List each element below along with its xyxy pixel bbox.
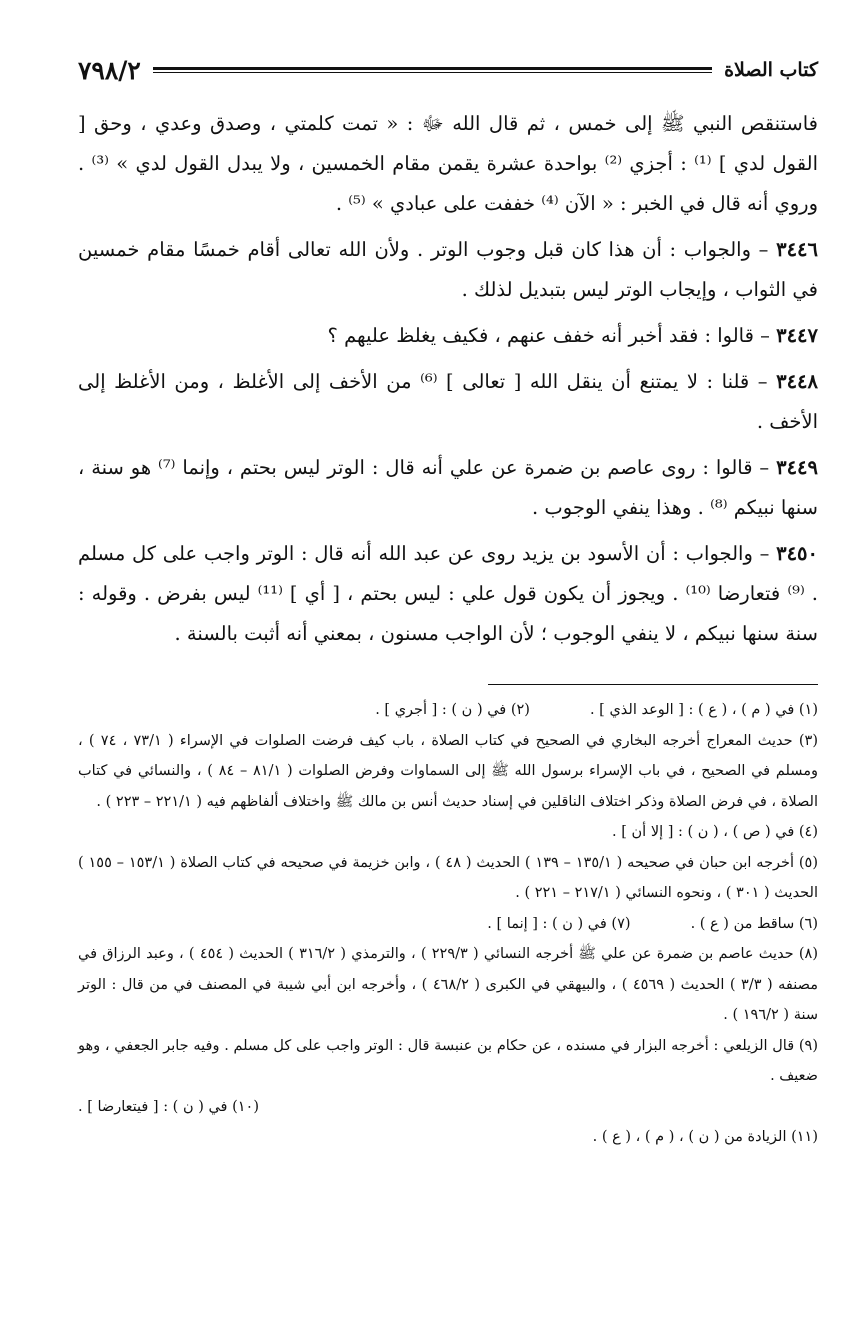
footnote-row: [78, 909, 818, 940]
footnote-11: (١١) الزيادة من ( ن ) ، ( م ) ، ( ع ) .: [592, 1129, 818, 1145]
paragraph-text: – والجواب : أن هذا كان قبل وجوب الوتر . ولأن الله تعالى أقام خمسًا مقام خمسين في الثواب ، وإيجاب الوتر ليس بتبديل لذلك .: [78, 238, 818, 301]
page-number: ٧٩٨/٢: [78, 55, 141, 85]
header-rule: [153, 67, 712, 73]
main-text: [78, 104, 818, 654]
footnote-row: [78, 695, 818, 726]
paragraph-3450: [78, 534, 818, 654]
paragraph-text: – قالوا : فقد أخبر أنه خفف عنهم ، فكيف يغلظ عليهم ؟: [327, 324, 777, 347]
footnote-2: (٢) في ( ن ) : [ أجري ] .: [375, 702, 530, 718]
paragraph-number: ٣٤٥٠: [776, 542, 818, 565]
footnote-9: (٩) قال الزيلعي : أخرجه البزار في مسنده ، عن حكام بن عنبسة قال : الوتر واجب على كل مسلم . وفيه جابر الجعفي ، وهو ضعيف .: [78, 1037, 818, 1084]
paragraph-text: – والجواب : أن الأسود بن يزيد روى عن عبد الله أنه قال : الوتر واجب على كل مسلم . ⁽⁹⁾ فتعارضا ⁽¹⁰⁾ . ويجوز أن يكون قول علي : ليس بحتم ، [ أي ] ⁽¹¹⁾ ليس بفرض . وقوله : سنة سنها نبيكم ، لا ينفي الوجوب ؛ لأن الواجب مسنون ، بمعني أنه أثبت بالسنة .: [78, 542, 818, 645]
footnote-8: (٨) حديث عاصم بن ضمرة عن علي ﷺ أخرجه النسائي ( ٢٢٩/٣ ) ، والترمذي ( ٣١٦/٢ ) الحديث ( ٤٥٤ ) ، وعبد الرزاق في مصنفه ( ٣/٣ ) الحديث ( ٤٥٦٩ ) ، والبيهقي في الكبرى ( ٤٦٨/٢ ) ، وأخرجه ابن أبي شيبة في المصنف في من قال : الوتر سنة ( ١٩٦/٢ ) .: [78, 946, 818, 1023]
footnote-6: (٦) ساقط من ( ع ) .: [690, 915, 818, 932]
paragraph-3448: [78, 362, 818, 442]
paragraph-number: ٣٤٤٧: [776, 324, 818, 347]
paragraph-3449: [78, 448, 818, 528]
footnote-4: (٤) في ( ص ) ، ( ن ) : [ إلا أن ] .: [612, 824, 818, 840]
footnote-separator: [488, 684, 818, 685]
footnote-10: (١٠) في ( ن ) : [ فيتعارضا ] .: [78, 1098, 260, 1115]
paragraph-intro: [78, 104, 818, 224]
book-page: [78, 50, 818, 1153]
paragraph-text: فاستنقص النبي ﷺ إلى خمس ، ثم قال الله ﷻ : « تمت كلمتي ، وصدق وعدي ، وحق [ القول لدي ] ⁽¹⁾ : أجزي ⁽²⁾ بواحدة عشرة يقمن مقام الخمسين ، ولا يبدل القول لدي » ⁽³⁾ . وروي أنه قال في الخبر : « الآن ⁽⁴⁾ خففت على عبادي » ⁽⁵⁾ .: [78, 112, 818, 215]
footnote-7: (٧) في ( ن ) : [ إنما ] .: [487, 915, 631, 932]
paragraph-text: – قلنا : لا يمتنع أن ينقل الله [ تعالى ] ⁽⁶⁾ من الأخف إلى الأغلظ ، ومن الأغلظ إلى الأخف .: [78, 370, 818, 433]
paragraph-3446: [78, 230, 818, 310]
footnote-1: (١) في ( م ) ، ( ع ) : [ الوعد الذي ] .: [589, 702, 818, 718]
footnote-5: (٥) أخرجه ابن حبان في صحيحه ( ١٣٥/١ – ١٣٩ ) الحديث ( ٤٨ ) ، وابن خزيمة في صحيحه في كتاب الصلاة ( ١٥٣/١ – ١٥٥ ) الحديث ( ٣٠١ ) ، ونحوه النسائي ( ٢١٧/١ – ٢٢١ ) .: [78, 854, 819, 901]
paragraph-text: – قالوا : روى عاصم بن ضمرة عن علي أنه قال : الوتر ليس بحتم ، وإنما ⁽⁷⁾ هو سنة ، سنها نبيكم ⁽⁸⁾ . وهذا ينفي الوجوب .: [78, 456, 818, 519]
footnote-3: (٣) حديث المعراج أخرجه البخاري في الصحيح في كتاب الصلاة ، باب كيف فرضت الصلوات في الإسراء ( ٧٣/١ ، ٧٤ ) ، ومسلم في الصحيح ، في باب الإسراء برسول الله ﷺ إلى السماوات وفرض الصلوات ( ٨١/١ – ٨٤ ) ، والنسائي في كتاب الصلاة ، في فرض الصلاة وذكر اختلاف الناقلين في إسناد حديث أنس بن مالك ﷺ واختلاف ألفاظهم فيه ( ٢٢١/١ – ٢٢٣ ) .: [78, 732, 819, 810]
paragraph-number: ٣٤٤٦: [776, 238, 818, 261]
footnote-row: [78, 1092, 818, 1123]
paragraph-3447: [78, 316, 818, 356]
paragraph-number: ٣٤٤٨: [776, 370, 818, 393]
page-header: [78, 50, 818, 90]
paragraph-number: ٣٤٤٩: [776, 456, 818, 479]
book-title: كتاب الصلاة: [724, 59, 818, 81]
footnotes: [78, 695, 818, 1153]
